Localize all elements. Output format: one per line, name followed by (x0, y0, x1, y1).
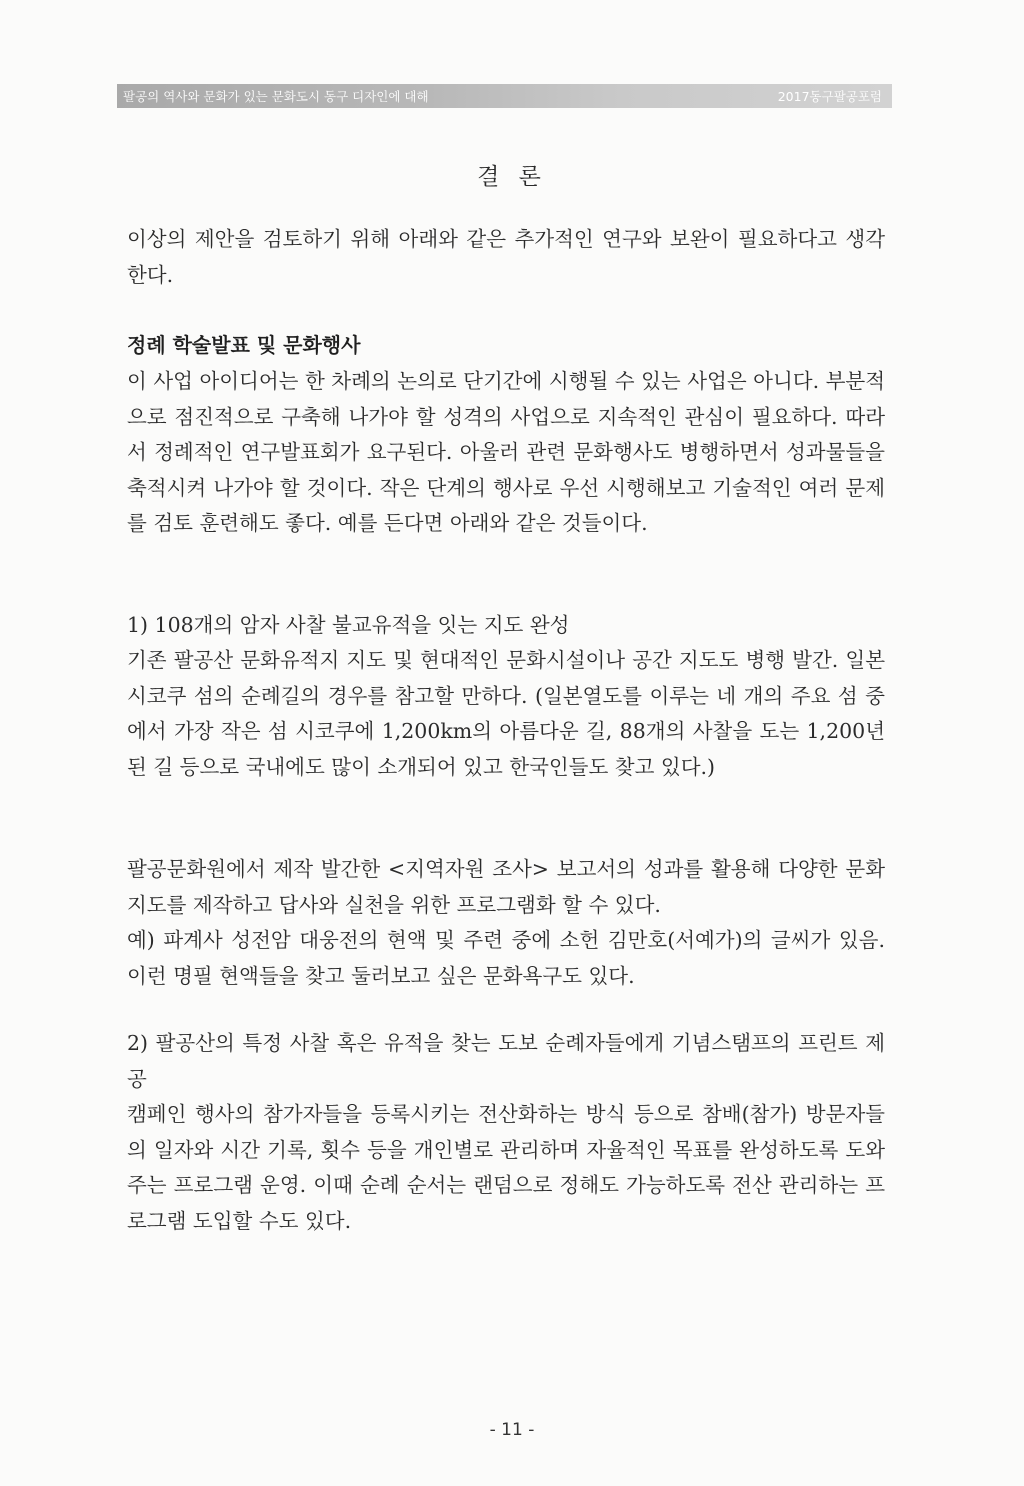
section-paragraph: 이 사업 아이디어는 한 차례의 논의로 단기간에 시행될 수 있는 사업은 아니다. 부분적으로 점진적으로 구축해 나가야 할 성격의 사업으로 지속적인 관심이 필요하다. 따라서 정례적인 연구발표회가 요구된다. 아울러 관련 문화행사도 병행하면서 성과물들을 축적시켜 나가야 할 것이다. 작은 단계의 행사로 우선 시행해보고 기술적인 여러 문제를 검토 훈련해도 좋다. 예를 든다면 아래와 같은 것들이다. (127, 369, 886, 535)
page-title: 결 론 (477, 164, 547, 190)
intro-paragraph: 이상의 제안을 검토하기 위해 아래와 같은 추가적인 연구와 보완이 필요하다고 생각한다. (127, 227, 885, 287)
item2-body: 캠페인 행사의 참가자들을 등록시키는 전산화하는 방식 등으로 참배(참가) 방문자들의 일자와 시간 기록, 횟수 등을 개인별로 관리하며 자율적인 목표를 완성하도록 도와주는 프로그램 운영. 이때 순례 순서는 랜덤으로 정해도 가능하도록 전산 관리하는 프로그램 도입할 수도 있다. (127, 1102, 885, 1233)
item1-example: 예) 파계사 성전암 대웅전의 현액 및 주련 중에 소헌 김만호(서예가)의 글씨가 있음. 이런 명필 현액들을 찾고 둘러보고 싶은 문화욕구도 있다. (127, 928, 885, 988)
page-number: - 11 - (489, 1420, 535, 1440)
item1-followup: 팔공문화원에서 제작 발간한 <지역자원 조사> 보고서의 성과를 활용해 다양한 문화지도를 제작하고 답사와 실천을 위한 프로그램화 할 수 있다. (127, 857, 885, 917)
header-left-title: 팔공의 역사와 문화가 있는 문화도시 동구 디자인에 대해 (123, 89, 429, 104)
section-heading: 정례 학술발표 및 문화행사 (127, 333, 361, 357)
item2-title: 2) 팔공산의 특정 사찰 혹은 유적을 찾는 도보 순례자들에게 기념스탬프의 프린트 제공 (127, 1031, 885, 1091)
item1-body: 기존 팔공산 문화유적지 지도 및 현대적인 문화시설이나 공간 지도도 병행 발간. 일본 시코쿠 섬의 순례길의 경우를 참고할 만하다. (일본열도를 이루는 네 개의 주요 섬 중에서 가장 작은 섬 시코쿠에 1,200km의 아름다운 길, 88개의 사찰을 도는 1,200년 된 길 등으로 국내에도 많이 소개되어 있고 한국인들도 찾고 있다.) (127, 648, 885, 779)
header-right-title: 2017동구팔공포럼 (777, 89, 882, 104)
running-header (117, 84, 892, 108)
item1-title: 1) 108개의 암자 사찰 불교유적을 잇는 지도 완성 (127, 613, 570, 637)
